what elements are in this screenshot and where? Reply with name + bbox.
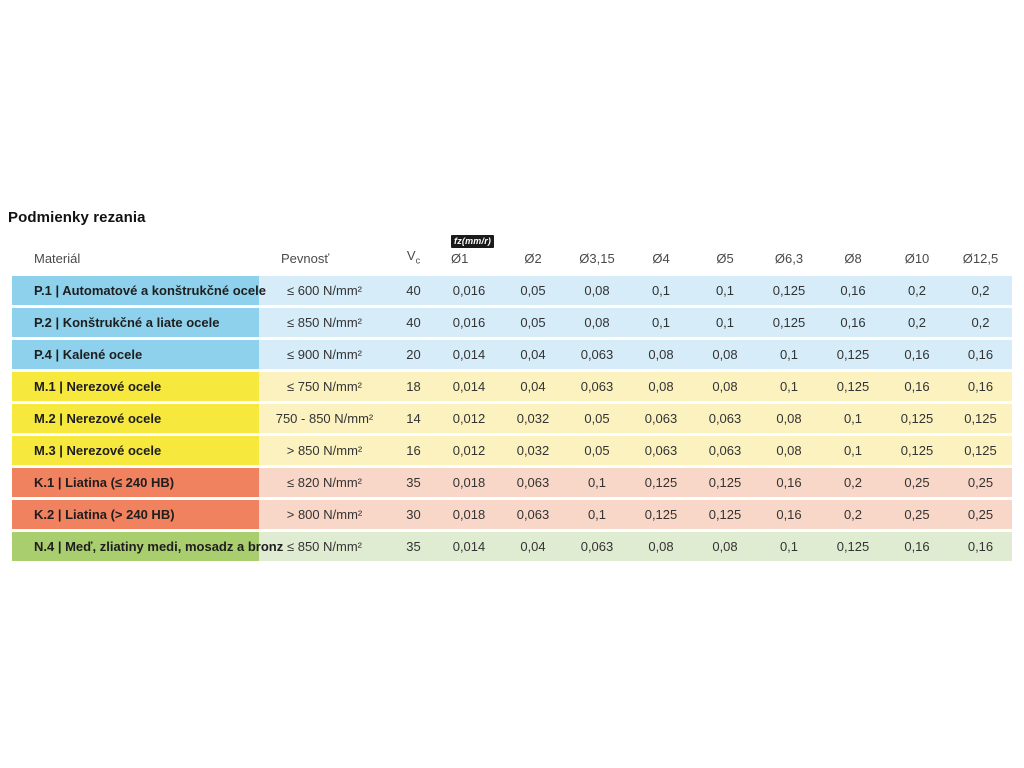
vc-cell: 35: [390, 468, 437, 497]
feed-cell: 0,16: [949, 532, 1012, 561]
feed-cell: 0,063: [629, 404, 693, 433]
feed-cell: 0,08: [565, 276, 629, 305]
feed-cell: 0,05: [565, 436, 629, 465]
feed-cell: 0,04: [501, 532, 565, 561]
feed-cell: 0,014: [437, 340, 501, 369]
feed-cell: 0,125: [885, 436, 949, 465]
table-row: [12, 532, 1012, 561]
header-strength: Pevnosť: [281, 251, 330, 266]
feed-cell: 0,125: [885, 404, 949, 433]
strength-cell: > 800 N/mm²: [259, 500, 390, 529]
strength-cell: 750 - 850 N/mm²: [259, 404, 390, 433]
feed-cell: 0,1: [821, 404, 885, 433]
feed-cell: 0,25: [949, 468, 1012, 497]
table-row: [12, 340, 1012, 369]
feed-cell: 0,125: [693, 500, 757, 529]
feed-cell: 0,05: [501, 308, 565, 337]
feed-cell: 0,125: [629, 468, 693, 497]
feed-cell: 0,08: [629, 372, 693, 401]
feed-cell: 0,018: [437, 468, 501, 497]
feed-cell: 0,1: [821, 436, 885, 465]
vc-cell: 40: [390, 276, 437, 305]
page-title: Podmienky rezania: [8, 209, 146, 226]
strength-cell: ≤ 850 N/mm²: [259, 532, 390, 561]
table-row: [12, 404, 1012, 433]
feed-cell: 0,16: [949, 372, 1012, 401]
feed-cell: 0,016: [437, 276, 501, 305]
material-cell: K.2 | Liatina (> 240 HB): [12, 500, 259, 529]
feed-cell: 0,063: [565, 340, 629, 369]
feed-cell: 0,16: [949, 340, 1012, 369]
feed-cell: 0,1: [693, 276, 757, 305]
feed-cell: 0,063: [693, 436, 757, 465]
feed-cell: 0,1: [693, 308, 757, 337]
feed-cell: 0,1: [629, 308, 693, 337]
vc-cell: 35: [390, 532, 437, 561]
header-material: Materiál: [34, 251, 81, 266]
strength-cell: ≤ 850 N/mm²: [259, 308, 390, 337]
feed-cell: 0,1: [757, 372, 821, 401]
feed-cell: 0,1: [629, 276, 693, 305]
feed-cell: 0,2: [885, 308, 949, 337]
feed-cell: 0,063: [693, 404, 757, 433]
table-row: [12, 308, 1012, 337]
material-cell: P.4 | Kalené ocele: [12, 340, 259, 369]
fz-unit-badge: fz(mm/r): [451, 235, 494, 248]
header-diameter-3: Ø3,15: [579, 251, 615, 266]
feed-cell: 0,08: [757, 436, 821, 465]
feed-cell: 0,014: [437, 532, 501, 561]
feed-cell: 0,16: [885, 372, 949, 401]
feed-cell: 0,032: [501, 436, 565, 465]
header-diameter-6: Ø6,3: [774, 251, 804, 266]
table-row: [12, 436, 1012, 465]
feed-cell: 0,125: [757, 308, 821, 337]
feed-cell: 0,2: [821, 500, 885, 529]
feed-cell: 0,2: [821, 468, 885, 497]
feed-cell: 0,1: [565, 500, 629, 529]
header-diameter-5: Ø5: [716, 251, 734, 266]
feed-cell: 0,125: [629, 500, 693, 529]
header-diameter-7: Ø8: [844, 251, 862, 266]
vc-symbol: V: [406, 248, 416, 264]
feed-cell: 0,25: [885, 468, 949, 497]
feed-cell: 0,05: [565, 404, 629, 433]
feed-cell: 0,08: [693, 340, 757, 369]
table-row: [12, 468, 1012, 497]
feed-cell: 0,125: [821, 372, 885, 401]
header-cutting-speed: [390, 229, 437, 273]
feed-cell: 0,125: [821, 340, 885, 369]
feed-cell: 0,1: [565, 468, 629, 497]
strength-cell: ≤ 820 N/mm²: [259, 468, 390, 497]
feed-cell: 0,04: [501, 372, 565, 401]
feed-cell: 0,063: [629, 436, 693, 465]
diameter-label: Ø1: [451, 251, 469, 266]
strength-cell: ≤ 900 N/mm²: [259, 340, 390, 369]
feed-cell: 0,063: [565, 532, 629, 561]
feed-cell: 0,016: [437, 308, 501, 337]
feed-cell: 0,125: [693, 468, 757, 497]
feed-cell: 0,04: [501, 340, 565, 369]
table-row: [12, 500, 1012, 529]
feed-cell: 0,08: [693, 372, 757, 401]
feed-cell: 0,063: [501, 500, 565, 529]
header-row: [12, 229, 1012, 273]
feed-cell: 0,2: [885, 276, 949, 305]
feed-cell: 0,08: [693, 532, 757, 561]
strength-cell: > 850 N/mm²: [259, 436, 390, 465]
material-cell: M.3 | Nerezové ocele: [12, 436, 259, 465]
feed-cell: 0,1: [757, 532, 821, 561]
feed-cell: 0,125: [757, 276, 821, 305]
feed-cell: 0,25: [949, 500, 1012, 529]
material-cell: N.4 | Meď, zliatiny medi, mosadz a bronz: [12, 532, 259, 561]
vc-cell: 18: [390, 372, 437, 401]
strength-cell: ≤ 750 N/mm²: [259, 372, 390, 401]
feed-cell: 0,25: [885, 500, 949, 529]
feed-cell: 0,08: [757, 404, 821, 433]
feed-cell: 0,063: [565, 372, 629, 401]
feed-cell: 0,16: [885, 532, 949, 561]
material-cell: M.1 | Nerezové ocele: [12, 372, 259, 401]
material-cell: P.1 | Automatové a konštrukčné ocele: [12, 276, 259, 305]
feed-cell: 0,2: [949, 276, 1012, 305]
feed-cell: 0,16: [885, 340, 949, 369]
feed-cell: 0,012: [437, 404, 501, 433]
feed-cell: 0,125: [949, 436, 1012, 465]
strength-cell: ≤ 600 N/mm²: [259, 276, 390, 305]
feed-cell: 0,032: [501, 404, 565, 433]
feed-cell: 0,012: [437, 436, 501, 465]
vc-cell: 20: [390, 340, 437, 369]
header-diameter-1: [437, 229, 501, 273]
feed-cell: 0,16: [757, 468, 821, 497]
feed-cell: 0,125: [949, 404, 1012, 433]
feed-cell: 0,014: [437, 372, 501, 401]
feed-cell: 0,05: [501, 276, 565, 305]
vc-subscript: c: [415, 256, 421, 266]
vc-cell: 16: [390, 436, 437, 465]
material-cell: K.1 | Liatina (≤ 240 HB): [12, 468, 259, 497]
feed-cell: 0,063: [501, 468, 565, 497]
feed-cell: 0,08: [629, 532, 693, 561]
feed-cell: 0,08: [629, 340, 693, 369]
feed-cell: 0,125: [821, 532, 885, 561]
feed-cell: 0,1: [757, 340, 821, 369]
header-diameter-9: Ø12,5: [962, 251, 999, 266]
header-diameter-2: Ø2: [524, 251, 542, 266]
vc-cell: 30: [390, 500, 437, 529]
vc-cell: 40: [390, 308, 437, 337]
header-diameter-8: Ø10: [904, 251, 930, 266]
cutting-conditions-table: [12, 226, 1012, 564]
feed-cell: 0,2: [949, 308, 1012, 337]
feed-cell: 0,16: [821, 276, 885, 305]
feed-cell: 0,16: [757, 500, 821, 529]
vc-cell: 14: [390, 404, 437, 433]
feed-cell: 0,08: [565, 308, 629, 337]
table-row: [12, 372, 1012, 401]
material-cell: P.2 | Konštrukčné a liate ocele: [12, 308, 259, 337]
table-row: [12, 276, 1012, 305]
feed-cell: 0,018: [437, 500, 501, 529]
feed-cell: 0,16: [821, 308, 885, 337]
material-cell: M.2 | Nerezové ocele: [12, 404, 259, 433]
header-diameter-4: Ø4: [652, 251, 670, 266]
